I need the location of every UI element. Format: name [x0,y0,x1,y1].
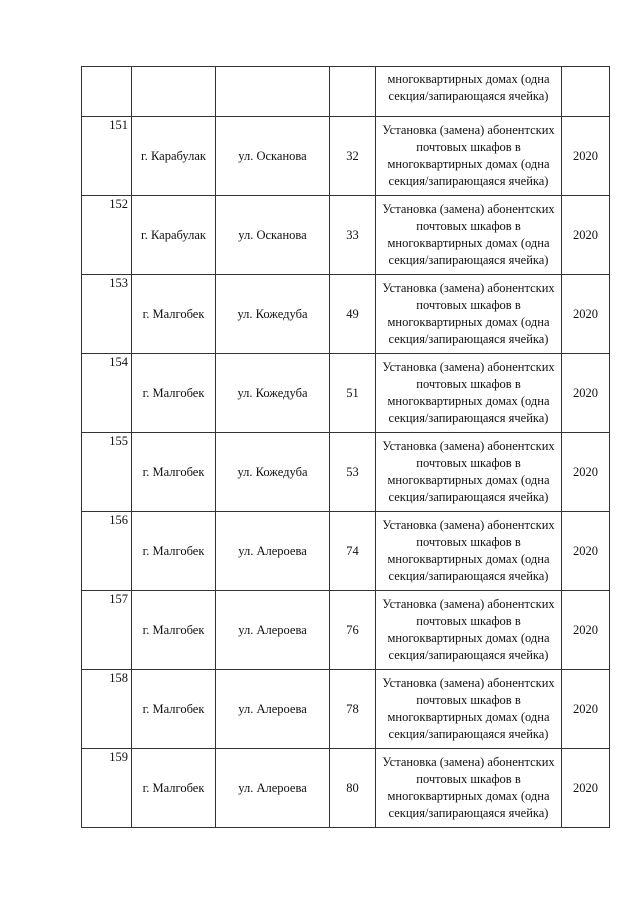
cell-house: 33 [330,196,376,275]
cell-work [376,512,562,591]
work-line: многоквартирных домах (одна [387,789,550,803]
cell-work [376,670,562,749]
cell-work [376,196,562,275]
cell-work [376,117,562,196]
cell-street: ул. Осканова [216,117,330,196]
cell-work [376,591,562,670]
cell-street: ул. Алероева [216,512,330,591]
cell-work [376,433,562,512]
cell-num: 157 [82,591,132,670]
cell-street: ул. Алероева [216,591,330,670]
cell-street: ул. Алероева [216,670,330,749]
work-line: почтовых шкафов в [416,219,521,233]
cell-year: 2020 [562,354,610,433]
cell-city: г. Карабулак [132,117,216,196]
work-line: многоквартирных домах (одна [387,157,550,171]
work-line: многоквартирных домах (одна [387,394,550,408]
cell-city: г. Карабулак [132,196,216,275]
table-row [82,670,610,749]
work-line: Установка (замена) абонентских [382,281,555,295]
work-line: многоквартирных домах (одна [387,236,550,250]
cell-house: 51 [330,354,376,433]
cell-year: 2020 [562,275,610,354]
work-line: Установка (замена) абонентских [382,755,555,769]
cell-work [376,275,562,354]
cell-year [562,67,610,117]
cell-work [376,749,562,828]
work-line: почтовых шкафов в [416,377,521,391]
cell-year: 2020 [562,196,610,275]
cell-num: 159 [82,749,132,828]
cell-num [82,67,132,117]
works-table [81,66,610,828]
cell-house: 49 [330,275,376,354]
cell-city [132,67,216,117]
work-line: секция/запирающаяся ячейка) [388,332,549,346]
work-line: многоквартирных домах (одна [387,631,550,645]
cell-work [376,67,562,117]
cell-house: 76 [330,591,376,670]
work-line: секция/запирающаяся ячейка) [388,490,549,504]
cell-street: ул. Кожедуба [216,275,330,354]
cell-house: 32 [330,117,376,196]
work-line: почтовых шкафов в [416,456,521,470]
cell-house: 74 [330,512,376,591]
work-line: секция/запирающаяся ячейка) [388,806,549,820]
work-line: многоквартирных домах (одна [387,72,550,86]
work-line: секция/запирающаяся ячейка) [388,648,549,662]
cell-num: 155 [82,433,132,512]
cell-year: 2020 [562,670,610,749]
cell-city: г. Малгобек [132,433,216,512]
work-line: Установка (замена) абонентских [382,439,555,453]
cell-year: 2020 [562,749,610,828]
work-line: почтовых шкафов в [416,140,521,154]
work-line: почтовых шкафов в [416,614,521,628]
work-line: почтовых шкафов в [416,693,521,707]
cell-house [330,67,376,117]
work-line: многоквартирных домах (одна [387,473,550,487]
work-line: Установка (замена) абонентских [382,518,555,532]
work-line: секция/запирающаяся ячейка) [388,411,549,425]
cell-num: 154 [82,354,132,433]
work-line: секция/запирающаяся ячейка) [388,89,549,103]
work-line: секция/запирающаяся ячейка) [388,727,549,741]
work-line: почтовых шкафов в [416,772,521,786]
cell-city: г. Малгобек [132,512,216,591]
cell-num: 158 [82,670,132,749]
work-line: почтовых шкафов в [416,298,521,312]
table-row [82,275,610,354]
work-line: многоквартирных домах (одна [387,552,550,566]
works-table-body [82,67,610,828]
cell-house: 78 [330,670,376,749]
cell-year: 2020 [562,117,610,196]
cell-house: 53 [330,433,376,512]
cell-street: ул. Кожедуба [216,433,330,512]
cell-num: 153 [82,275,132,354]
cell-street: ул. Кожедуба [216,354,330,433]
table-row [82,591,610,670]
cell-year: 2020 [562,512,610,591]
cell-num: 156 [82,512,132,591]
work-line: Установка (замена) абонентских [382,202,555,216]
table-row [82,354,610,433]
table-row-continued [82,67,610,117]
cell-street [216,67,330,117]
table-row [82,196,610,275]
cell-year: 2020 [562,433,610,512]
table-row [82,512,610,591]
table-row [82,117,610,196]
work-line: Установка (замена) абонентских [382,676,555,690]
cell-year: 2020 [562,591,610,670]
work-line: Установка (замена) абонентских [382,360,555,374]
cell-city: г. Малгобек [132,591,216,670]
cell-street: ул. Осканова [216,196,330,275]
table-row [82,433,610,512]
cell-work [376,354,562,433]
work-line: Установка (замена) абонентских [382,597,555,611]
cell-num: 151 [82,117,132,196]
table-row [82,749,610,828]
work-line: Установка (замена) абонентских [382,123,555,137]
work-line: многоквартирных домах (одна [387,710,550,724]
work-line: многоквартирных домах (одна [387,315,550,329]
work-line: почтовых шкафов в [416,535,521,549]
cell-city: г. Малгобек [132,749,216,828]
work-line: секция/запирающаяся ячейка) [388,174,549,188]
cell-num: 152 [82,196,132,275]
cell-street: ул. Алероева [216,749,330,828]
work-line: секция/запирающаяся ячейка) [388,253,549,267]
cell-city: г. Малгобек [132,670,216,749]
work-line: секция/запирающаяся ячейка) [388,569,549,583]
cell-city: г. Малгобек [132,354,216,433]
cell-house: 80 [330,749,376,828]
cell-city: г. Малгобек [132,275,216,354]
